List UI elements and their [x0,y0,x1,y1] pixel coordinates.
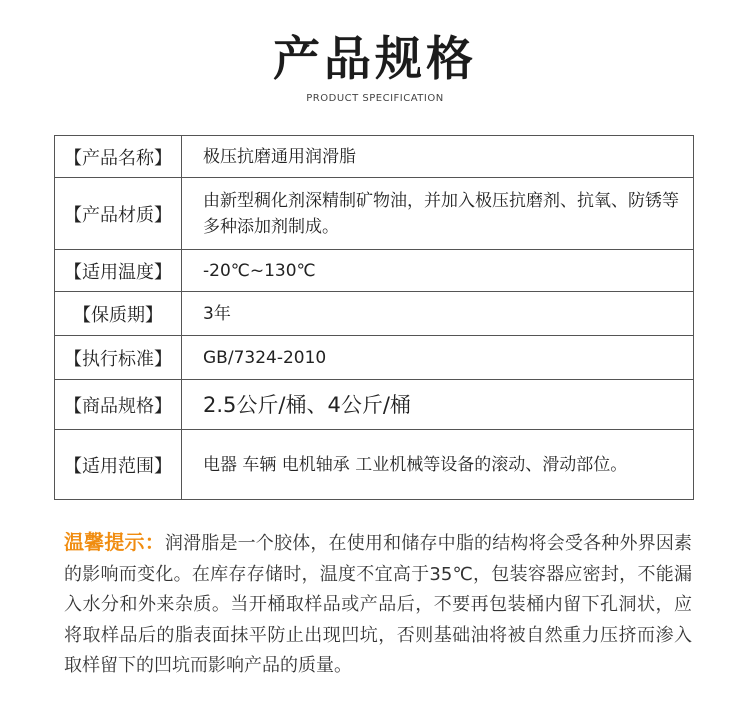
spec-label: 【产品名称】 [55,136,182,178]
spec-value: 电器 车辆 电机轴承 工业机械等设备的滚动、滑动部位。 [182,430,694,500]
page-subtitle: PRODUCT SPECIFICATION [306,93,444,104]
spec-value: 2.5公斤/桶、4公斤/桶 [182,380,694,430]
spec-label: 【适用温度】 [55,250,182,292]
spec-value: 3年 [182,292,694,336]
spec-row-application [55,430,694,500]
spec-row-material [55,178,694,250]
spec-value: 极压抗磨通用润滑脂 [182,136,694,178]
spec-label: 【产品材质】 [55,178,182,250]
spec-label: 【保质期】 [55,292,182,336]
tip-label: 温馨提示： [64,530,165,554]
tip-paragraph [64,527,692,682]
page-title: 产品规格 [273,32,477,87]
spec-row-shelf-life [55,292,694,336]
spec-row-temperature [55,250,694,292]
spec-row-name [55,136,694,178]
spec-table [54,135,694,500]
spec-value: -20℃~130℃ [182,250,694,292]
spec-label: 【执行标准】 [55,336,182,380]
spec-value: GB/7324-2010 [182,336,694,380]
spec-row-package [55,380,694,430]
tip-text: 润滑脂是一个胶体，在使用和储存中脂的结构将会受各种外界因素的影响而变化。在库存存储时，温度不宜高于35℃，包装容器应密封，不能漏入水分和外来杂质。当开桶取样品或产品后，不要再包装桶内留下孔洞状，应将取样品后的脂表面抹平防止出现凹坑，否则基础油将被自然重力压挤而渗入取样留下的凹坑而影响产品的质量。 [64,533,693,676]
spec-value: 由新型稠化剂深精制矿物油，并加入极压抗磨剂、抗氧、防锈等多种添加剂制成。 [182,178,694,250]
spec-label: 【商品规格】 [55,380,182,430]
spec-row-standard [55,336,694,380]
spec-label: 【适用范围】 [55,430,182,500]
